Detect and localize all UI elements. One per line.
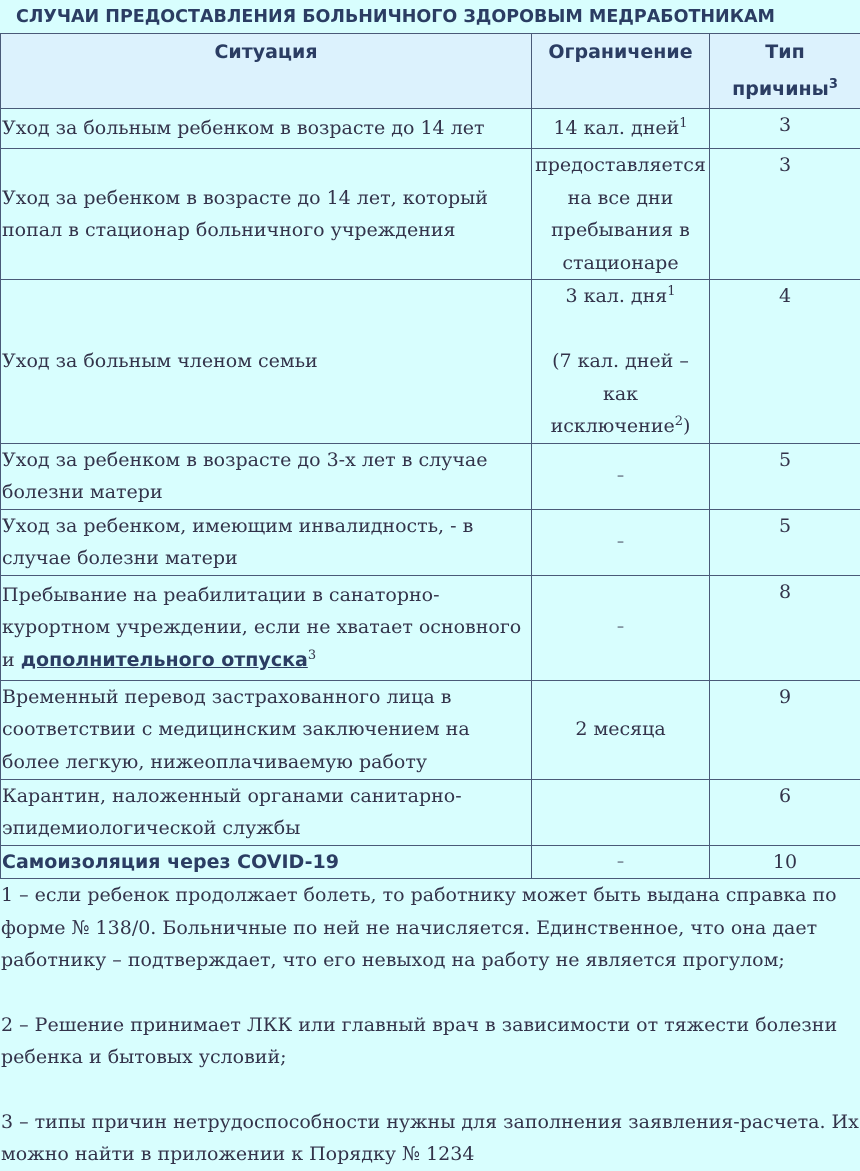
table-row bbox=[1, 509, 860, 575]
footnote-ref: 2 bbox=[675, 414, 683, 429]
limit-cell: – bbox=[532, 845, 710, 879]
table-header-row bbox=[1, 34, 860, 109]
header-type-footnote: 3 bbox=[829, 77, 838, 92]
type-cell: 3 bbox=[710, 109, 860, 149]
limit-cell: предоставляется на все дни пребывания в стационаре bbox=[532, 149, 710, 280]
situation-cell: Самоизоляция через COVID-19 bbox=[1, 845, 532, 879]
type-cell: 5 bbox=[710, 509, 860, 575]
header-limit: Ограничение bbox=[532, 34, 710, 109]
situation-cell bbox=[1, 575, 532, 680]
footnote-3: 3 – типы причин нетрудоспособности нужны для заполнения заявления-расчета. Их можно найти в приложении к Порядку № 1234 bbox=[1, 1106, 860, 1171]
situation-cell: Временный перевод застрахованного лица в соответствии с медицинским заключением на более легкую, нижеоплачиваемую работу bbox=[1, 680, 532, 779]
limit-exception-text: (7 кал. дней – как исключение bbox=[551, 350, 689, 437]
footnote-ref: 3 bbox=[308, 648, 316, 663]
situation-cell: Уход за ребенком, имеющим инвалидность, - в случае болезни матери bbox=[1, 509, 532, 575]
additional-leave-link[interactable]: дополнительного отпуска bbox=[21, 649, 308, 671]
header-type-line2: причины bbox=[732, 78, 829, 100]
type-cell: 3 bbox=[710, 149, 860, 280]
situation-cell: Карантин, наложенный органами санитарно-эпидемиологической службы bbox=[1, 779, 532, 845]
limit-cell bbox=[532, 280, 710, 444]
footnote-ref: 1 bbox=[667, 284, 675, 299]
table-row bbox=[1, 680, 860, 779]
type-cell: 10 bbox=[710, 845, 860, 879]
limit-cell: 2 месяца bbox=[532, 680, 710, 779]
limit-cell: – bbox=[532, 509, 710, 575]
table-row bbox=[1, 443, 860, 509]
footnote-2: 2 – Решение принимает ЛКК или главный врач в зависимости от тяжести болезни ребенка и бытовых условий; bbox=[1, 1009, 860, 1074]
type-cell: 4 bbox=[710, 280, 860, 444]
table-row bbox=[1, 149, 860, 280]
type-cell: 6 bbox=[710, 779, 860, 845]
limit-text: 3 кал. дня bbox=[565, 285, 667, 307]
situation-cell: Уход за ребенком в возрасте до 3-х лет в случае болезни матери bbox=[1, 443, 532, 509]
limit-cell bbox=[532, 109, 710, 149]
table-row bbox=[1, 280, 860, 444]
situation-cell: Уход за больным ребенком в возрасте до 14 лет bbox=[1, 109, 532, 149]
type-cell: 9 bbox=[710, 680, 860, 779]
limit-cell: – bbox=[532, 443, 710, 509]
limit-exception-close: ) bbox=[683, 415, 690, 437]
footnotes bbox=[0, 879, 860, 1171]
table-row bbox=[1, 845, 860, 879]
limit-cell bbox=[532, 779, 710, 845]
limit-cell: – bbox=[532, 575, 710, 680]
situation-text: Пребывание на реабилитации в санаторно-курортном учреждении, если не хватает основного и bbox=[2, 584, 521, 671]
table-row bbox=[1, 779, 860, 845]
situation-cell: Уход за больным членом семьи bbox=[1, 280, 532, 444]
table-row bbox=[1, 575, 860, 680]
limit-text: 14 кал. дней bbox=[553, 117, 679, 139]
type-cell: 5 bbox=[710, 443, 860, 509]
header-type-line1: Тип bbox=[765, 41, 804, 63]
footnote-ref: 1 bbox=[679, 116, 687, 131]
type-cell: 8 bbox=[710, 575, 860, 680]
sick-leave-table bbox=[0, 33, 860, 879]
page-title: СЛУЧАИ ПРЕДОСТАВЛЕНИЯ БОЛЬНИЧНОГО ЗДОРОВЫМ МЕДРАБОТНИКАМ bbox=[0, 0, 860, 33]
header-situation: Ситуация bbox=[1, 34, 532, 109]
header-type bbox=[710, 34, 860, 109]
situation-cell: Уход за ребенком в возрасте до 14 лет, который попал в стационар больничного учреждения bbox=[1, 149, 532, 280]
table-row bbox=[1, 109, 860, 149]
footnote-1: 1 – если ребенок продолжает болеть, то работнику может быть выдана справка по форме № 138/0. Больничные по ней не начисляется. Единственное, что она дает работнику – подтверждает, что его невыход на работу не является прогулом; bbox=[1, 879, 860, 977]
